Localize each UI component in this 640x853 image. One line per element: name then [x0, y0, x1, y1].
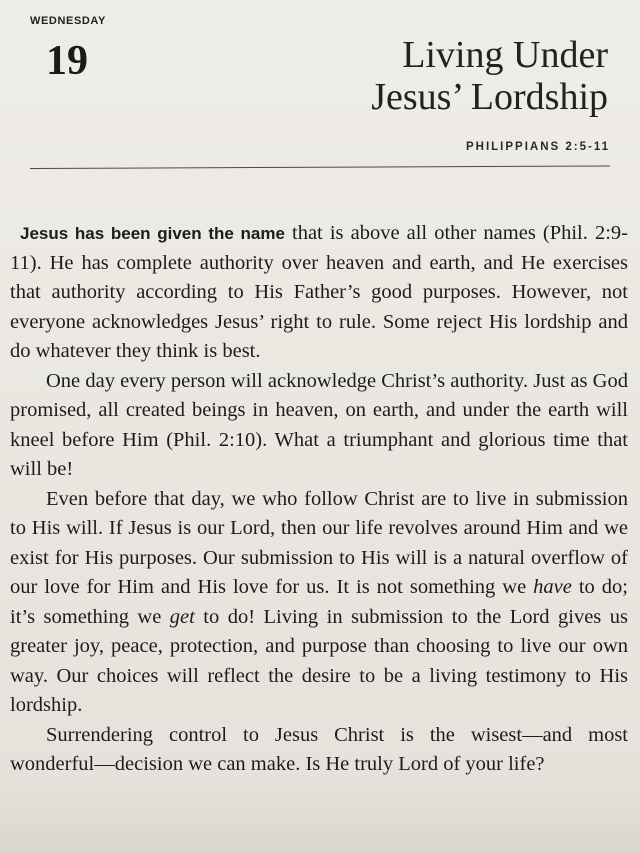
- paragraph-4: Surrendering control to Jesus Christ is the wisest—and most wonderful—decision we can make. Is He truly Lord of your life?: [10, 723, 628, 775]
- devotional-body: [10, 219, 628, 780]
- paragraph-3-emphasis-get: get: [169, 605, 195, 628]
- page-shadow: [0, 780, 640, 853]
- paragraph-1: [10, 219, 628, 367]
- title-line-1: Living Under: [402, 34, 608, 76]
- scripture-reference: PHILIPPIANS 2:5-11: [465, 141, 610, 153]
- paragraph-3-text-b: to do; it’s something we: [10, 576, 628, 628]
- day-number: 19: [46, 38, 88, 84]
- paragraph-3-emphasis-have: have: [533, 576, 572, 598]
- paragraph-1-lead: Jesus has been given the name: [20, 224, 285, 243]
- paragraph-3-text-c: to do! Living in submission to the Lord gives us greater joy, peace, protection, and purpose than choosing to live our own way. Our choices will reflect the desire to be a living testimony to His lordship.: [10, 605, 628, 716]
- title-line-2: Jesus’ Lordship: [371, 76, 608, 118]
- paragraph-2: One day every person will acknowledge Christ’s authority. Just as God promised, all created beings in heaven, on earth, and under the earth will kneel before Him (Phil. 2:10). What a triumphant and glorious time that will be!: [10, 369, 628, 480]
- weekday-label: WEDNESDAY: [30, 15, 106, 27]
- header-divider: [30, 165, 610, 169]
- paragraph-1-text: that is above all other names (Phil. 2:9-11). He has complete authority over heaven and earth, and He exercises that authority according to His Father’s good purposes. However, not everyone acknowledges Jesus’ right to rule. Some reject His lordship and do whatever they think is best.: [10, 222, 628, 362]
- page-title: [371, 34, 608, 118]
- paragraph-3: [10, 485, 628, 721]
- paragraph-3-text-a: Even before that day, we who follow Christ are to live in submission to His will. If Jesus is our Lord, then our life revolves around Him and we exist for His purposes. Our submission to His will is a natural overflow of our love for Him and His love for us. It is not something we: [10, 487, 628, 598]
